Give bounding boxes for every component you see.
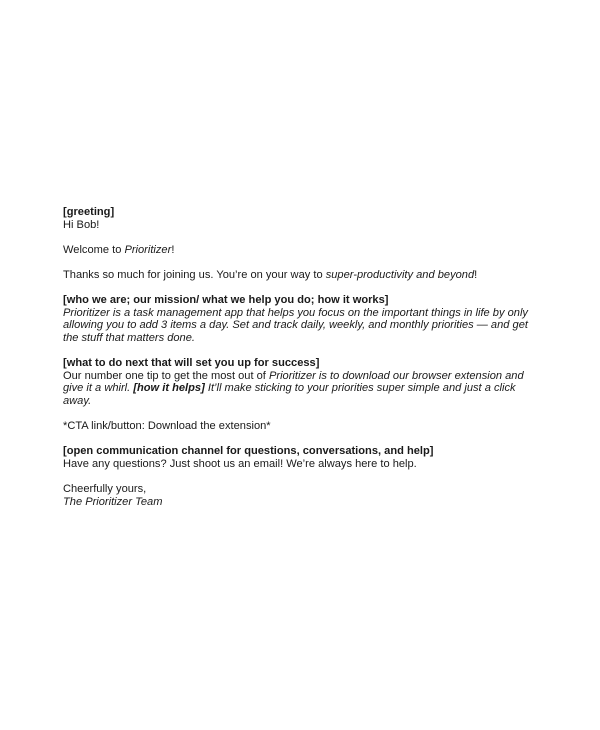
next-text-3: It’ll make sticking to your priorities super simple and just a click away. [63, 382, 516, 407]
signoff: Cheerfully yours, [63, 483, 147, 496]
welcome-text: Welcome to [63, 243, 125, 256]
welcome-end: ! [171, 243, 175, 256]
mission-paragraph: Prioritizer is a task management app that helps you focus on the important things in life by only allowing you to add 3 items a day. Set and track daily, weekly, and monthly priorities — and get the stuff that matters done. [63, 306, 528, 344]
signature: The Prioritizer Team [63, 495, 163, 508]
email-template-document [63, 206, 541, 508]
next-text-2: is to download our browser extension and give it a whirl. [63, 369, 524, 395]
greeting-heading: [greeting] [63, 206, 115, 218]
contact-heading: [open communication channel for questions, conversations, and help] [63, 445, 434, 458]
thanks-line [63, 269, 541, 282]
how-it-helps-label: [how it helps] [133, 382, 205, 395]
contact-paragraph: Have any questions? Just shoot us an email! We’re always here to help. [63, 457, 417, 470]
welcome-line [63, 244, 541, 257]
salutation: Hi Bob! [63, 218, 100, 231]
cta-placeholder: *CTA link/button: Download the extension* [63, 420, 271, 433]
thanks-emphasis: super-productivity and beyond [325, 268, 475, 281]
next-steps-heading: [what to do next that will set you up for success] [63, 357, 320, 370]
mission-heading: [who we are; our mission/ what we help you do; how it works] [63, 294, 389, 307]
app-name: Prioritizer [124, 243, 172, 256]
next-text-1: Our number one tip to get the most out of [63, 369, 269, 382]
thanks-text: Thanks so much for joining us. You’re on your way to [63, 268, 326, 281]
next-app-name: Prioritizer [268, 369, 316, 382]
next-steps-paragraph [63, 370, 541, 408]
thanks-end: ! [474, 268, 478, 281]
